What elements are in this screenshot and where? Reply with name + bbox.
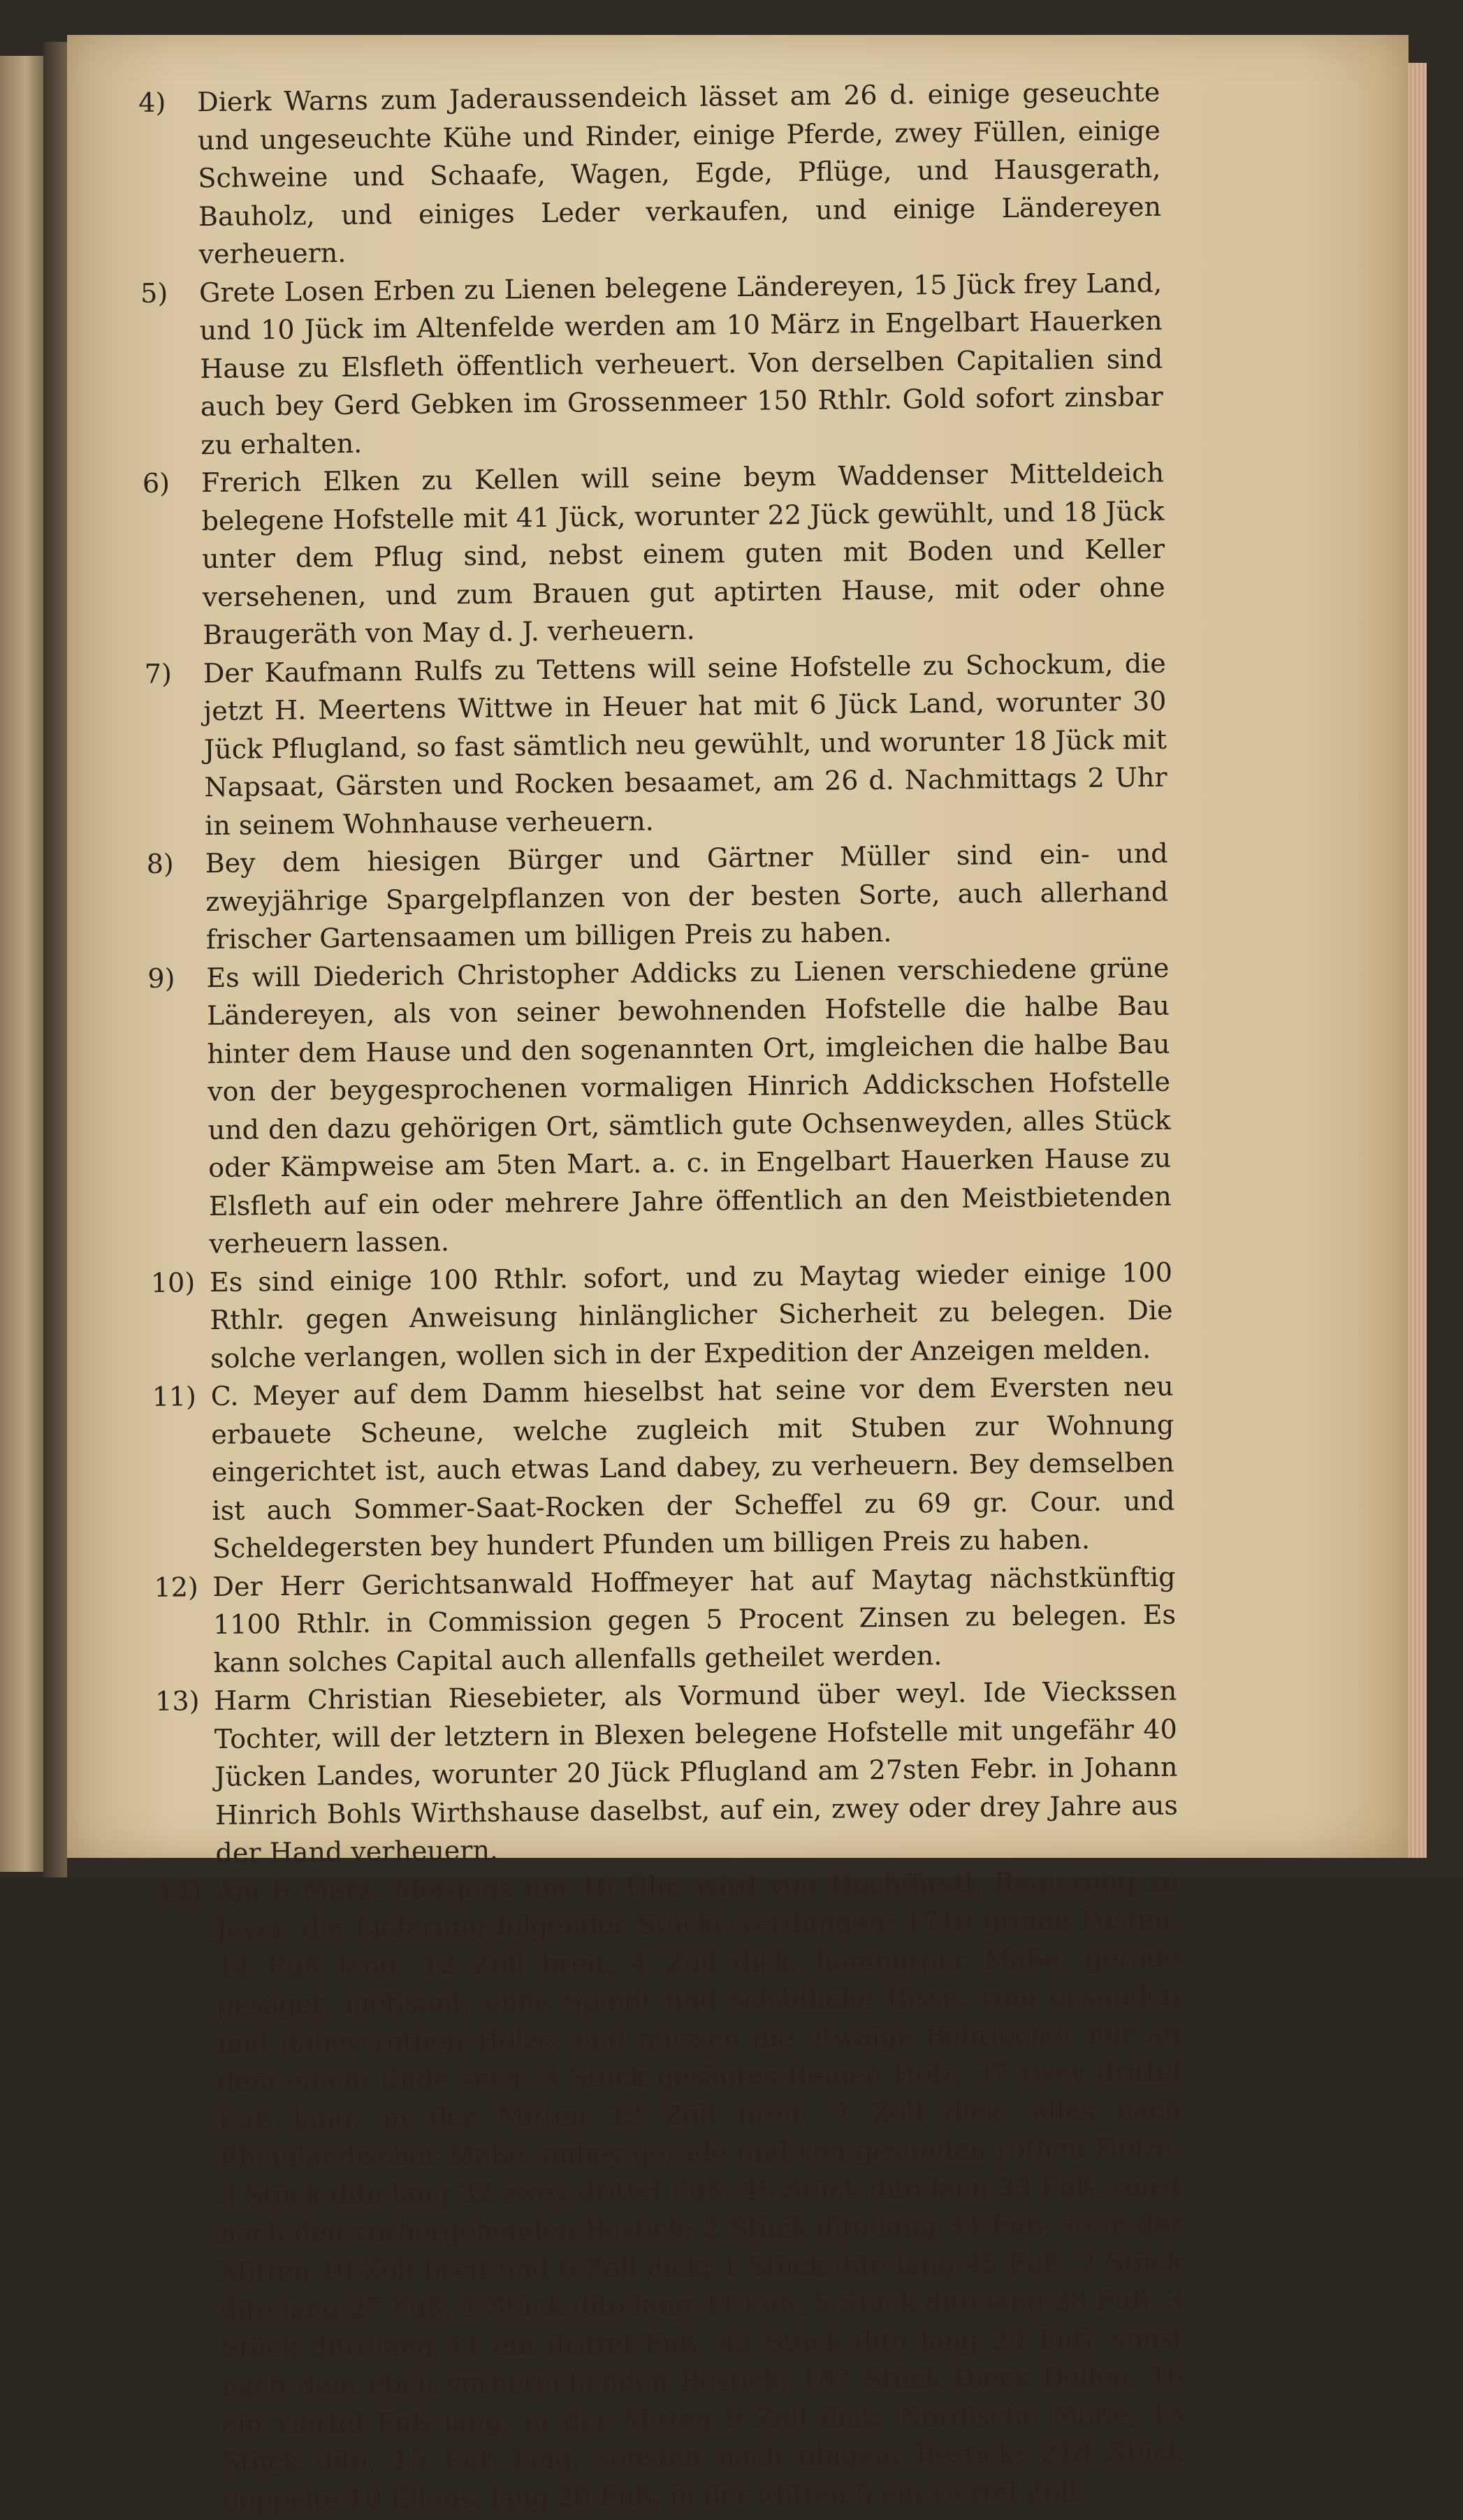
item-number: 7) [144,658,173,689]
item-text: Der Herr Gerichtsanwald Hoffmeyer hat auf Maytag nächstkünftig 1100 Rthlr. in Commission gegen 5 Procent Zinsen zu belegen. Es kann solches Capital auch allenfalls getheilet werden. [212,1561,1177,1678]
item-text: C. Meyer auf dem Damm hieselbst hat seine vor dem Eversten neu erbauete Scheune, welche zugleich mit Stuben zur Wohnung eingerichtet ist, auch etwas Land dabey, zu verheuern. Bey demselben ist auch Sommer-Saat-Rocken der Scheffel zu 69 gr. Cour. und Scheldegersten bey hundert Pfunden um billigen Preis zu haben. [210,1370,1175,1565]
item-number: 14) [157,1875,202,1907]
item-text: Grete Losen Erben zu Lienen belegene Ländereyen, 15 Jück frey Land, und 10 Jück im Altenfelde werden am 10 März in Engelbart Hauerken Hause zu Elsfleth öffentlich verheuert. Von derselben Capitalien sind auch bey Gerd Gebken im Grossenmeer 150 Rthlr. Gold sofort zinsbar zu erhalten. [198,267,1163,460]
item-number: 5) [140,277,168,309]
item-number: 12) [154,1571,198,1603]
list-item [142,263,1164,464]
item-text: Dierk Warns zum Jaderaussendeich lässet am 26 d. einige geseuchte und ungeseuchte Kühe und Rinder, einige Pferde, zwey Füllen, einige Schweine und Schaafe, Wagen, Egde, Pflüge, und Hausgerath, Bauholz, und einiges Leder verkaufen, und einige Ländereyen verheuern. [197,76,1162,270]
book-gutter [43,42,67,1877]
list-item [146,644,1168,845]
list-item [149,948,1172,1263]
item-text: Harm Christian Riesebieter, als Vormund über weyl. Ide Vieckssen Tochter, will der letztern in Blexen belegene Hofstelle mit ungefähr 40 Jücken Landes, worunter 20 Jück Pflugland am 27sten Febr. in Johann Hinrich Bohls Wirthshause daselbst, auf ein, zwey oder drey Jahre aus der Hand verheuern. [214,1675,1179,1869]
item-number: 9) [147,962,175,994]
item-number: 10) [150,1266,196,1298]
item-number: 4) [138,87,166,119]
list-item [159,1862,1186,2520]
list-item [152,1253,1174,1378]
item-text: Am 6 März, Morgens um 10 Uhr, wird von Hochfürstl. Regierung zu Jever, die Lieferung folgender Stücke verdungen: 1710 greine Posten, 14 Fuß lang, 12 Zoll breit, 4 Zoll dick, hamburger Maße, gerade gesäget, meßkant, ohne Spindt und schädliche Risse, vom gesunden und dabey rothen Holze, und müssen die etwaige Bohrlöcher nur an dem einem Ende seyn; 3 Stück gesägtes Reinen Holz, 37 zwey drittel Fuß lang, in der Mitten 12 Zoll breit, 7 Zoll dick, alles nach Rheinländischer Maße, anbey gerade und von gesunden rothen Holze; 3 Stück dito lang 32 zwey drittel Fuß, 45 Stück dito lang 33 Fuß, sonst nach den vorhergehenden Bestick; 2 Stück dito lang 34 Fuß, so in der Mitten 10 Zoll breit und 6 Zoll dick; 1 Stück dito lang 45 Fuß, 2 Stück dito lang 27 Fuß, 1 Stück dito lang 44 Fuß, 5 Stück dito lang 28 Fuß, 3 Stück dito lang 41 ein drittel Fuß, 43 Stück dito lang 29 Fuß, sonst nach dem eben vorhergehenden Bestick; 187 Stück Dieck Dollen, 16 ein viertel Fuß lang, in der Mitten 9 Zoll dick, Nordische Maße; 13 Stück dito, 15 Fuß lang, sonsten nach obigem Bestick; 218 Stück doppelte 10 Ellens, lang 20 Fuß, in der Mitten 5 ein viertel Zoll [215,1866,1185,2516]
item-text: Es sind einige 100 Rthlr. sofort, und zu Maytag wieder einige 100 Rthlr. gegen Anweisung hinlänglicher Sicherheit zu belegen. Die solche verlangen, wollen sich in der Expedition der Anzeigen melden. [209,1257,1173,1374]
item-number: 8) [146,848,174,879]
item-number: 11) [152,1381,197,1412]
list-item [144,454,1166,655]
list-item [157,1672,1179,1873]
list-item [147,835,1169,960]
item-text: Frerich Elken zu Kellen will seine beym Waddenser Mitteldeich belegene Hofstelle mit 41 Jück, worunter 22 Jück gewühlt, und 18 Jück unter dem Pflug sind, nebst einem guten mit Boden und Keller versehenen, und zum Brauen gut aptirten Hause, mit oder ohne Braugeräth von May d. J. verheuern. [201,457,1165,651]
left-page-edge [0,56,45,1872]
list-item [140,73,1162,274]
list-item [153,1368,1175,1569]
advertisement-list [140,73,1185,2520]
item-text: Bey dem hiesigen Bürger und Gärtner Müller sind ein- und zweyjährige Spargelpflanzen von der besten Sorte, auch allerhand frischer Gartensaamen um billigen Preis zu haben. [205,837,1169,955]
item-number: 6) [142,467,170,499]
item-number: 13) [155,1685,200,1717]
list-item [155,1558,1177,1683]
item-text: Der Kaufmann Rulfs zu Tettens will seine Hofstelle zu Schockum, die jetzt H. Meertens Wittwe in Heuer hat mit 6 Jück Land, worunter 30 Jück Pflugland, so fast sämtlich neu gewühlt, und worunter 18 Jück mit Napsaat, Gärsten und Rocken besaamet, am 26 d. Nachmittags 2 Uhr in seinem Wohnhause verheuern. [203,647,1167,841]
item-text: Es will Diederich Christopher Addicks zu Lienen verschiedene grüne Ländereyen, als von seiner bewohnenden Hofstelle die halbe Bau hinter dem Hause und den sogenannten Ort, imgleichen die halbe Bau von der beygesprochenen vormaligen Hinrich Addickschen Hofstelle und den dazu gehörigen Ort, sämtlich gute Ochsenweyden, alles Stück oder Kämpweise am 5ten Mart. a. c. in Engelbart Hauerken Hause zu Elsfleth auf ein oder mehrere Jahre öffentlich an den Meistbietenden verheuern lassen. [206,952,1172,1260]
